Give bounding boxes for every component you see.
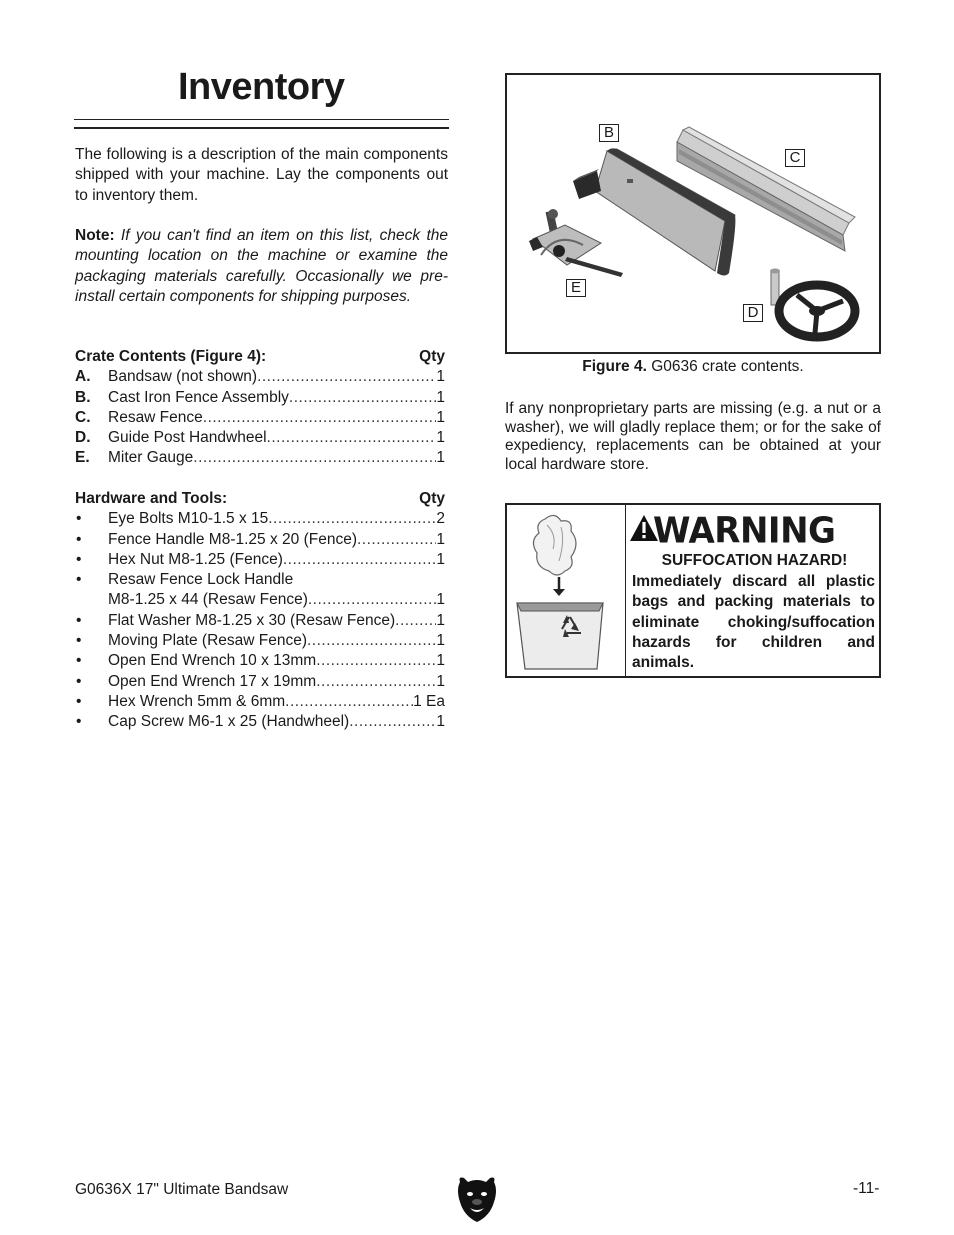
title-rule-thin — [74, 119, 449, 120]
item-qty: 1 — [436, 408, 445, 426]
leader-dots — [289, 388, 436, 408]
leader-dots — [267, 428, 437, 448]
warning-heading: WARNING — [653, 510, 836, 552]
item-key: E. — [75, 449, 90, 467]
item-qty: 1 — [436, 368, 445, 386]
crate-contents-illustration — [507, 75, 879, 352]
crate-heading: Crate Contents (Figure 4): — [75, 348, 267, 365]
bullet: • — [76, 550, 82, 568]
intro-paragraph: The following is a description of the main components shipped with your machine. Lay the components out to inventory them. — [75, 146, 448, 204]
item-qty: 1 — [436, 632, 445, 650]
note-label: Note: — [75, 227, 115, 244]
leader-dots — [349, 712, 436, 732]
hardware-list — [75, 489, 445, 733]
figure-caption-text: G0636 crate contents. — [651, 358, 804, 375]
crate-qty-label: Qty — [419, 348, 445, 365]
bullet: • — [76, 611, 82, 629]
list-item — [75, 712, 445, 732]
list-item — [75, 692, 445, 712]
note-paragraph — [75, 226, 448, 307]
list-item — [75, 388, 445, 408]
hardware-qty-label: Qty — [419, 490, 445, 507]
list-item — [75, 428, 445, 448]
item-key: A. — [75, 368, 91, 386]
item-text: Bandsaw (not shown) — [108, 368, 258, 386]
leader-dots — [307, 631, 436, 651]
hardware-header — [75, 489, 445, 509]
item-text: Fence Handle M8-1.25 x 20 (Fence) — [108, 530, 357, 548]
item-text: Open End Wrench 10 x 13mm — [108, 652, 317, 670]
bear-logo-icon — [456, 1176, 498, 1224]
leader-dots — [316, 651, 436, 671]
leader-dots — [395, 611, 436, 631]
item-text: Cast Iron Fence Assembly — [108, 388, 289, 406]
item-qty: 1 — [436, 611, 445, 629]
item-text: Hex Nut M8-1.25 (Fence) — [108, 550, 283, 568]
figure-4-box — [505, 73, 881, 354]
item-text: Eye Bolts M10-1.5 x 15 — [108, 510, 269, 528]
item-qty: 1 — [436, 429, 445, 447]
bullet: • — [76, 530, 82, 548]
miter-gauge-drawing — [529, 209, 623, 277]
leader-dots — [193, 448, 436, 468]
item-key: B. — [75, 388, 91, 406]
list-item — [75, 448, 445, 468]
hardware-heading: Hardware and Tools: — [75, 490, 228, 507]
note-text: If you can't find an item on this list, check the mounting location on the machine or examine the packaging materials carefully. Occasionally we pre-install certain components for shipping purposes. — [75, 227, 448, 305]
item-qty: 1 — [436, 672, 445, 690]
item-text: Resaw Fence Lock Handle — [108, 571, 294, 589]
list-item — [75, 509, 445, 529]
leader-dots — [283, 550, 437, 570]
item-qty: 1 — [436, 652, 445, 670]
leader-dots — [308, 590, 437, 610]
page-title: Inventory — [178, 66, 345, 108]
item-key: D. — [75, 429, 91, 447]
warning-box — [505, 503, 881, 678]
figure-caption-label: Figure 4. — [582, 358, 647, 375]
crate-header — [75, 347, 445, 367]
callout-c: C — [785, 149, 805, 167]
item-qty: 1 — [436, 591, 445, 609]
warning-subheading: SUFFOCATION HAZARD! — [661, 552, 848, 569]
list-item — [75, 550, 445, 570]
figure-caption — [505, 358, 881, 376]
bullet: • — [76, 713, 82, 731]
missing-parts-paragraph: If any nonproprietary parts are missing (e.g. a nut or a washer), we will gladly replace them; or for the sake of expediency, replacements can be obtained at your local hardware store. — [505, 400, 881, 473]
bullet: • — [76, 571, 82, 589]
item-text: Flat Washer M8-1.25 x 30 (Resaw Fence) — [108, 611, 396, 629]
bullet: • — [76, 652, 82, 670]
leader-dots — [268, 509, 436, 529]
item-qty: 1 — [436, 388, 445, 406]
list-item — [75, 651, 445, 671]
item-qty: 1 — [436, 449, 445, 467]
item-qty: 1 — [436, 530, 445, 548]
list-item — [75, 611, 445, 631]
item-qty: 1 — [436, 713, 445, 731]
list-item — [75, 590, 445, 610]
list-item — [75, 672, 445, 692]
list-item — [75, 408, 445, 428]
callout-b: B — [599, 124, 619, 142]
bullet: • — [76, 692, 82, 710]
title-rule-thick — [74, 127, 449, 129]
item-text: Miter Gauge — [108, 449, 194, 467]
warning-divider — [625, 505, 626, 676]
item-text: Open End Wrench 17 x 19mm — [108, 672, 317, 690]
leader-dots — [203, 408, 437, 428]
leader-dots — [257, 367, 436, 387]
leader-dots — [285, 692, 413, 712]
handwheel-drawing — [770, 269, 855, 338]
item-text: Hex Wrench 5mm & 6mm — [108, 692, 286, 710]
list-item — [75, 367, 445, 387]
bullet: • — [76, 510, 82, 528]
crate-contents-list — [75, 347, 445, 469]
warning-body: Immediately discard all plastic bags and packing materials to eliminate choking/suffocation hazards for children and animals. — [632, 573, 875, 672]
item-text: Resaw Fence — [108, 408, 203, 426]
leader-dots — [357, 530, 436, 550]
leader-dots — [316, 672, 436, 692]
bullet: • — [76, 672, 82, 690]
item-text: M8-1.25 x 44 (Resaw Fence) — [108, 591, 308, 609]
item-qty: 2 — [436, 510, 445, 528]
page-number: -11- — [853, 1180, 880, 1197]
item-text: Guide Post Handwheel — [108, 429, 267, 447]
bullet-spacer — [75, 590, 108, 610]
list-item — [75, 570, 445, 590]
list-item — [75, 631, 445, 651]
plastic-bag-trash-icon — [507, 505, 625, 676]
item-qty: 1 Ea — [413, 692, 445, 710]
item-key: C. — [75, 408, 91, 426]
footer-model: G0636X 17" Ultimate Bandsaw — [75, 1181, 289, 1198]
item-qty: 1 — [436, 550, 445, 568]
bullet: • — [76, 632, 82, 650]
list-item — [75, 530, 445, 550]
callout-d: D — [743, 304, 763, 322]
callout-e: E — [566, 279, 586, 297]
item-text: Cap Screw M6-1 x 25 (Handwheel) — [108, 713, 350, 731]
item-text: Moving Plate (Resaw Fence) — [108, 632, 307, 650]
